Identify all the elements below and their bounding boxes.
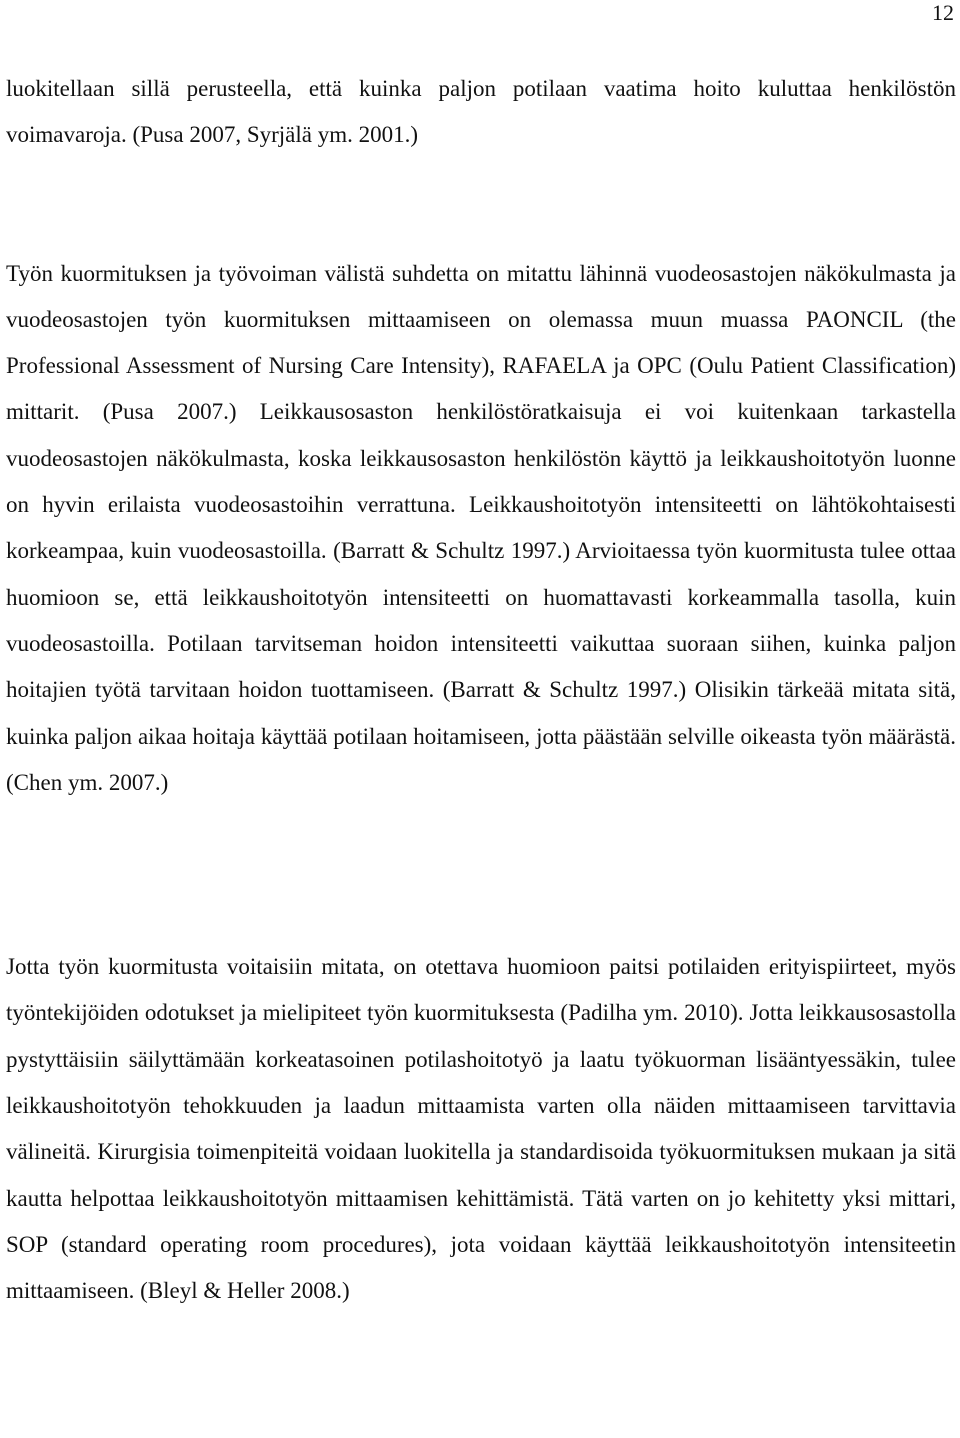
paragraph-1: luokitellaan sillä perusteella, että kuinka paljon potilaan vaatima hoito kuluttaa henkilöstön voimavaroja. (Pusa 2007, Syrjälä ym. 2001.)	[6, 76, 956, 148]
paragraph-2: Työn kuormituksen ja työvoiman välistä suhdetta on mitattu lähinnä vuodeosastojen näkökulmasta ja vuodeosastojen työn kuormituksen mittaamiseen on olemassa muun muassa PAONCIL (the Professional Assessment of Nursing Care Intensity), RAFAELA ja OPC (Oulu Patient Classification) mittarit. (Pusa 2007.) Leikkausosaston henkilöstöratkaisuja ei voi kuitenkaan tarkastella vuodeosastojen näkökulmasta, koska leikkausosaston henkilöstön käyttö ja leikkaushoitotyön luonne on hyvin erilaista vuodeosastoihin verrattuna. Leikkaushoitotyön intensiteetti on lähtökohtaisesti korkeampaa, kuin vuodeosastoilla. (Barratt & Schultz 1997.) Arvioitaessa työn kuormitusta tulee ottaa huomioon se, että leikkaushoitotyön intensiteetti on huomattavasti korkeammalla tasolla, kuin vuodeosastoilla. Potilaan tarvitseman hoidon intensiteetti vaikuttaa suoraan siihen, kuinka paljon hoitajien työtä tarvitaan hoidon tuottamiseen. (Barratt & Schultz 1997.) Olisikin tärkeää mitata sitä, kuinka paljon aikaa hoitaja käyttää potilaan hoitamiseen, jotta päästään selville oikeasta työn määrästä. (Chen ym. 2007.)	[6, 260, 956, 795]
page-number: 12	[932, 0, 954, 25]
paragraph-3: Jotta työn kuormitusta voitaisiin mitata, on otettava huomioon paitsi potilaiden erityispiirteet, myös työntekijöiden odotukset ja mielipiteet työn kuormituksesta (Padilha ym. 2010). Jotta leikkausosastolla pystyttäisiin säilyttämään korkeatasoinen potilashoitotyö ja laatu työkuorman lisääntyessäkin, tulee leikkaushoitotyön tehokkuuden ja laadun mittaamista varten olla näiden mittaamiseen tarvittavia välineitä. Kirurgisia toimenpiteitä voidaan luokitella ja standardisoida työkuormituksen mukaan ja sitä kautta helpottaa leikkaushoitotyön mittaamisen kehittämistä. Tätä varten on jo kehitetty yksi mittari, SOP (standard operating room procedures), jota voidaan käyttää leikkaushoitotyön intensiteetin mittaamiseen. (Bleyl & Heller 2008.)	[6, 954, 956, 1304]
document-body	[6, 66, 956, 1315]
